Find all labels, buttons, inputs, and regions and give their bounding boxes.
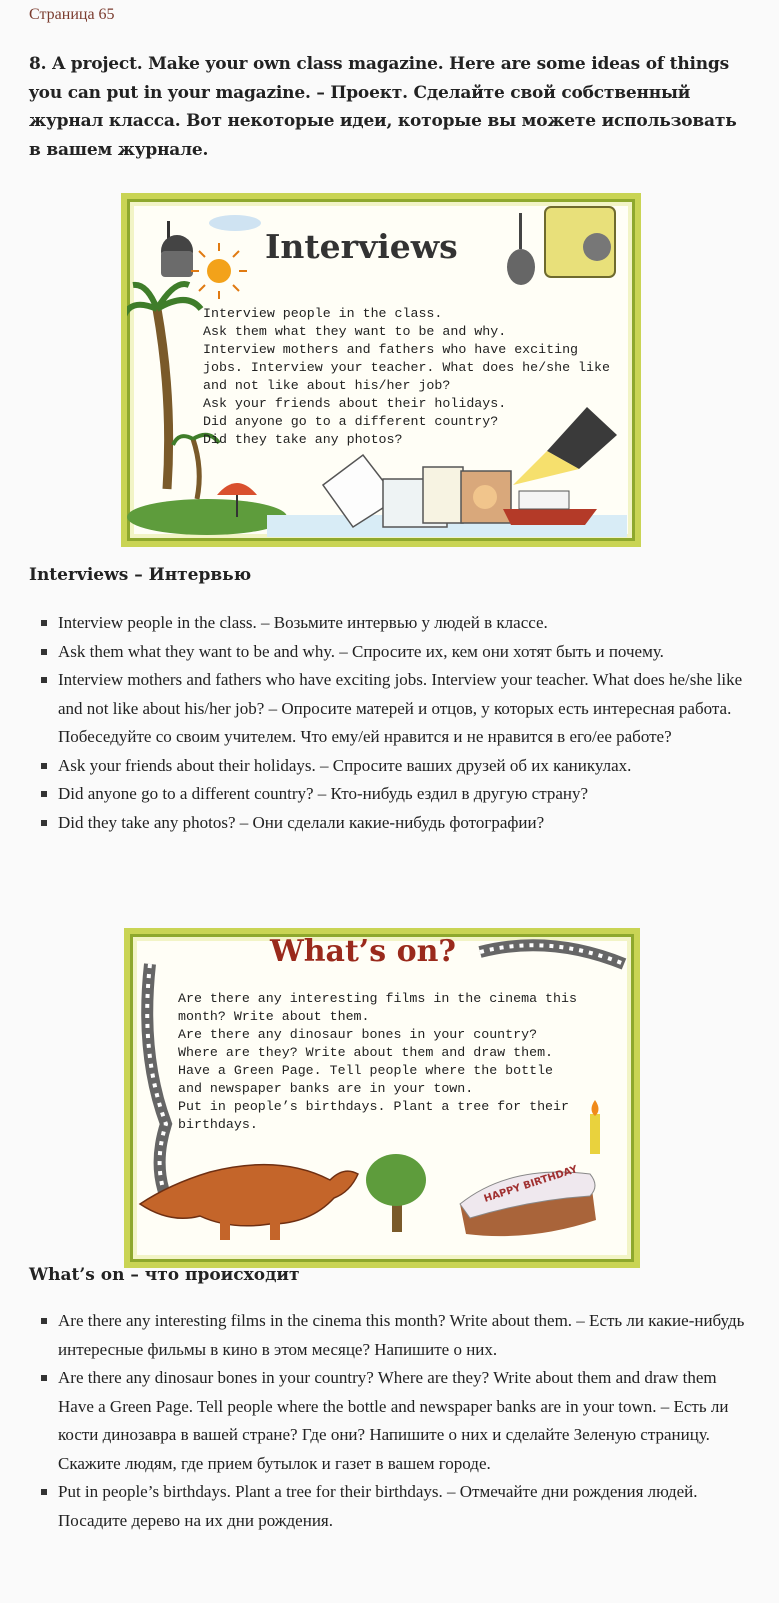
list-item: Put in people’s birthdays. Plant a tree for their birthdays. – Отмечайте дни рождения людей. Посадите дерево на их дни рождения.: [29, 1478, 749, 1535]
interviews-title: Interviews: [265, 227, 458, 266]
interviews-illustration: [121, 193, 641, 547]
interviews-list: [29, 609, 749, 837]
whats-on-line: and newspaper banks are in your town.: [178, 1081, 474, 1096]
interviews-line: Interview mothers and fathers who have exciting: [203, 342, 579, 357]
task-intro: 8. A project. Make your own class magazine. Here are some ideas of things you can put in your magazine. – Проект. Сделайте свой собственный журнал класса. Вот некоторые идеи, которые вы можете использовать в вашем журнале.: [29, 54, 737, 160]
whats-on-line: Are there any interesting films in the cinema this: [178, 991, 577, 1006]
interviews-line: jobs. Interview your teacher. What does he/she like: [203, 360, 610, 375]
interviews-line: Interview people in the class.: [203, 306, 443, 321]
list-item: Ask them what they want to be and why. – Спросите их, кем они хотят быть и почему.: [29, 638, 749, 667]
whats-on-line: Are there any dinosaur bones in your country?: [178, 1027, 538, 1042]
list-item: Are there any interesting films in the cinema this month? Write about them. – Есть ли какие-нибудь интересные фильмы в кино в этом месяце? Напишите о них.: [29, 1307, 749, 1364]
whats-on-line: birthdays.: [178, 1117, 258, 1132]
interviews-line: Ask your friends about their holidays.: [203, 396, 507, 411]
interviews-line: and not like about his/her job?: [203, 378, 451, 393]
list-item: Interview mothers and fathers who have exciting jobs. Interview your teacher. What does he/she like and not like about his/her job? – Опросите матерей и отцов, у которых есть интересная работа. Побеседуйте со своим учителем. Что ему/ей нравится и не нравится в его/ее работе?: [29, 666, 749, 752]
whats-on-illustration: [124, 928, 640, 1268]
page-number-label: Страница 65: [29, 6, 115, 23]
whats-on-text: [178, 990, 577, 1134]
whats-on-list: [29, 1307, 749, 1535]
interviews-line: Did anyone go to a different country?: [203, 414, 499, 429]
interviews-text: [203, 305, 610, 449]
whats-on-line: Have a Green Page. Tell people where the bottle: [178, 1063, 554, 1078]
list-item: Did anyone go to a different country? – Кто-нибудь ездил в другую страну?: [29, 780, 749, 809]
section-heading-whats-on: What’s on – что происходит: [29, 1265, 300, 1285]
list-item: Ask your friends about their holidays. – Спросите ваших друзей об их каникулах.: [29, 752, 749, 781]
whats-on-line: Where are they? Write about them and draw them.: [178, 1045, 554, 1060]
interviews-line: Did they take any photos?: [203, 432, 403, 447]
whats-on-line: month? Write about them.: [178, 1009, 370, 1024]
whats-on-title: What’s on?: [270, 934, 456, 969]
whats-on-line: Put in people’s birthdays. Plant a tree for their: [178, 1099, 569, 1114]
interviews-line: Ask them what they want to be and why.: [203, 324, 507, 339]
list-item: Are there any dinosaur bones in your country? Where are they? Write about them and draw them Have a Green Page. Tell people where the bottle and newspaper banks are in your town. – Есть ли кости динозавра в вашей стране? Где они? Напишите о них и сделайте Зеленую страницу. Скажите людям, где прием бутылок и газет в вашем городе.: [29, 1364, 749, 1478]
section-heading-interviews: Interviews – Интервью: [29, 565, 252, 585]
list-item: Did they take any photos? – Они сделали какие-нибудь фотографии?: [29, 809, 749, 838]
list-item: Interview people in the class. – Возьмите интервью у людей в классе.: [29, 609, 749, 638]
cake-text: HAPPY BIRTHDAY: [482, 1164, 579, 1205]
